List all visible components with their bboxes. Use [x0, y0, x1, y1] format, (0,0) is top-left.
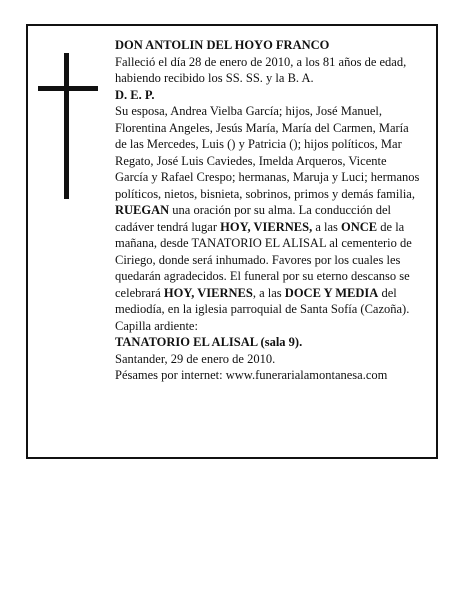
deceased-name: DON ANTOLIN DEL HOYO FRANCO	[115, 38, 330, 52]
condolences-line: Pésames por internet: www.funerarialamontanesa.com	[115, 368, 388, 382]
cross-icon	[38, 53, 98, 199]
funeral-text-5: del mediodía, en la iglesia parroquial de Santa Sofía (Cazoña). Capilla ardiente:	[115, 285, 410, 333]
once-time: ONCE	[341, 219, 378, 234]
hoy-viernes-2: HOY, VIERNES	[163, 285, 253, 300]
chapel-location: TANATORIO EL ALISAL (sala 9).	[115, 335, 303, 349]
ruegan-label: RUEGAN	[115, 203, 170, 217]
place-date: Santander, 29 de enero de 2010.	[115, 351, 276, 366]
family-list: Su esposa, Andrea Vielba García; hijos, José Manuel, Florentina Angeles, Jesús María, María del Carmen, María de las Mercedes, Luis () y Patricia (); hijos políticos, Mar Regato, José Luis Caviedes, Imelda Arqueros, Vicente García y Rafael Crespo; hermanas, Maruja y Luci; hermanos políticos, nietos, bisnieta, sobrinos, primos y demás familia,	[115, 104, 420, 201]
hoy-viernes-1: HOY, VIERNES,	[220, 219, 313, 234]
notice-body	[115, 37, 421, 384]
funeral-details	[115, 202, 421, 334]
funeral-text-4: , a las	[252, 285, 285, 300]
rest-in-peace: D. E. P.	[115, 87, 155, 102]
doce-y-media-time: DOCE Y MEDIA	[284, 285, 379, 300]
funeral-text-1: una oración por su alma. La conducción del cadáver tendrá lugar	[115, 203, 391, 234]
death-announcement: Falleció el día 28 de enero de 2010, a los 81 años de edad, habiendo recibido los SS. SS. y la B. A.	[115, 54, 407, 85]
funeral-text-3: de la mañana, desde TANATORIO EL ALISAL al cementerio de Ciriego, donde será inhumado. Favores por los cuales les quedarán agradecidos. El funeral por su eterno descanso se celebrará	[115, 219, 412, 300]
funeral-text-2: a las	[312, 219, 342, 234]
